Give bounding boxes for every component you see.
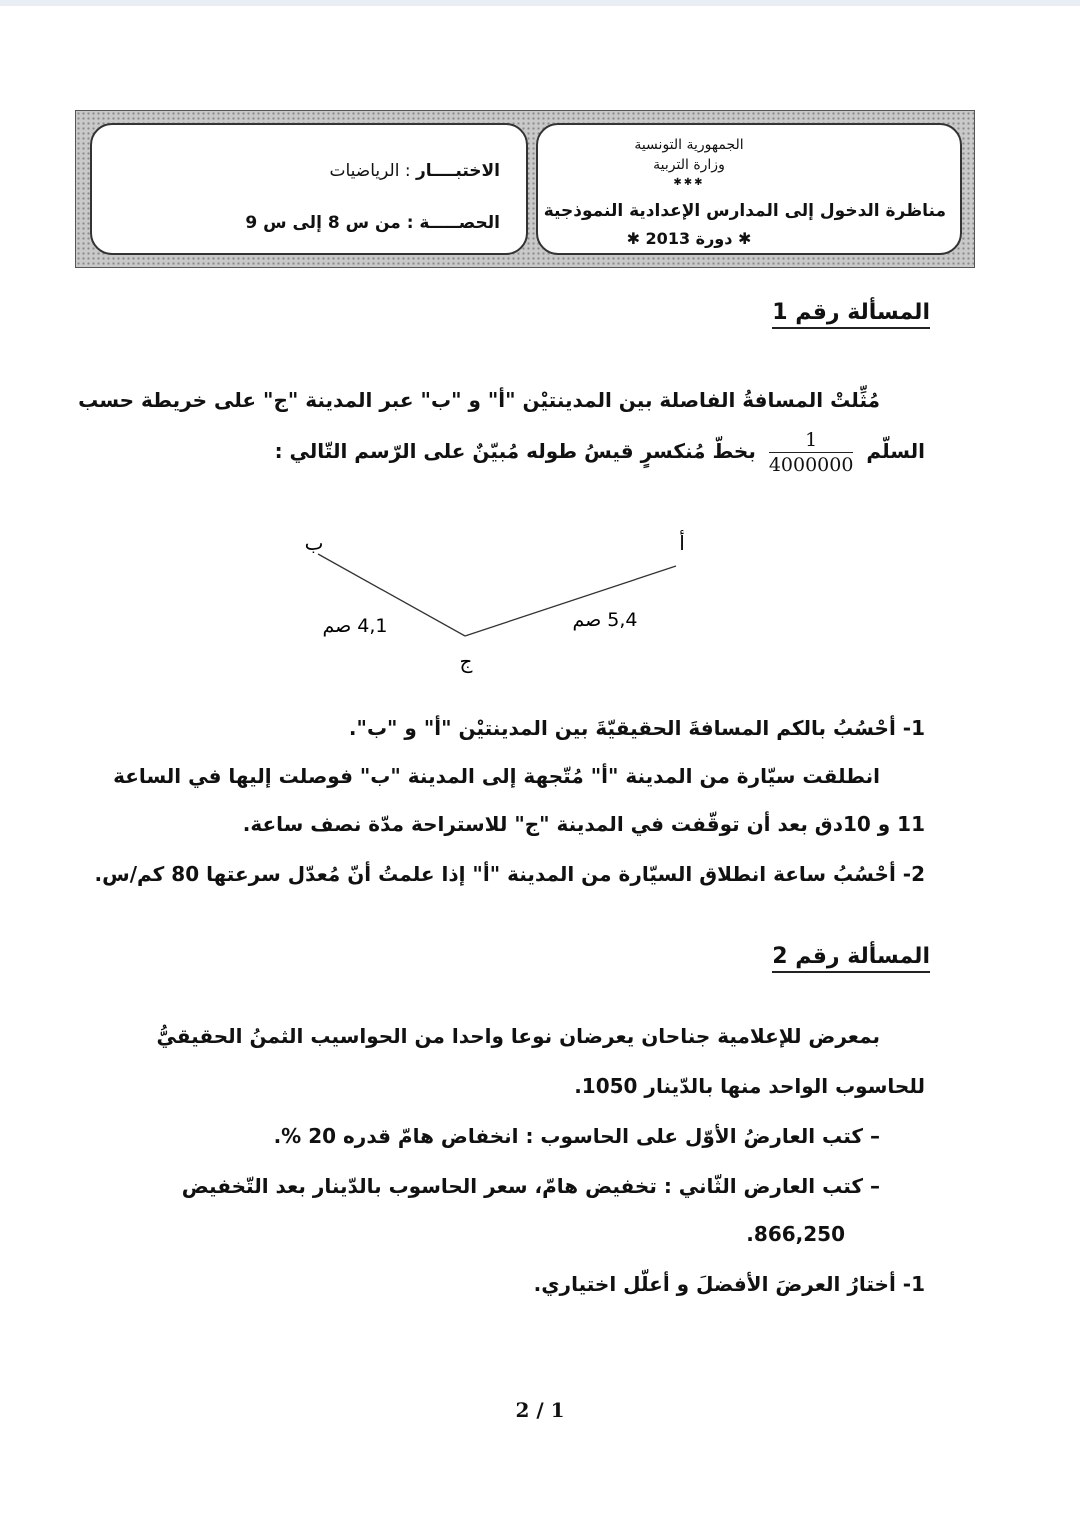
city-a-label: أ [679,531,685,555]
problem1-intro-line2 [275,428,925,477]
header-institution-panel [536,123,962,255]
problem1-question1: 1- أحْسُبُ بالكم المسافةَ الحقيقيّةَ بين المدينتيْن "أ" و "ب". [348,716,925,740]
segment-ca [465,566,676,636]
segment-bc-length: 4,1 صم [322,615,388,637]
problem1-text-line1: انطلقت سيّارة من المدينة "أ" مُتّجهة إلى المدينة "ب" فوصلت إليها في الساعة [113,764,880,788]
page-number: 2 / 1 [515,1398,565,1422]
problem1-text-line2: 11 و 10دق بعد أن توقّفت في المدينة "ج" للاستراحة مدّة نصف ساعة. [242,812,925,836]
problem2-title: المسألة رقم 2 [772,944,930,973]
city-c-label: ج [459,649,473,673]
broken-line-diagram [280,520,720,690]
segment-ac-length: 5,4 صم [572,609,638,631]
duration-value: : من س 8 إلى س 9 [245,213,414,233]
problem1-question2: 2- أحْسُبُ ساعة انطلاق السيّارة من المدينة "أ" إذا علمتُ أنّ مُعدّل سرعتها 80 كم/س. [94,862,925,886]
problem2-offer1: – كتب العارضُ الأوّل على الحاسوب : انخفاض هامّ قدره 20 %. [273,1124,880,1148]
ministry-label: وزارة التربية [653,157,725,173]
exam-subject [329,161,500,181]
header-exam-panel [90,123,528,255]
header-frame [75,110,975,268]
exam-label: الاختبــــار [415,161,500,181]
scale-fraction [769,428,854,477]
contest-title: مناظرة الدخول إلى المدارس الإعدادية النموذجية [543,201,946,221]
duration-label: الحصـــــة [419,213,500,233]
session-label: ✱ دورة 2013 ✱ [626,229,752,248]
problem2-question1: 1- أختارُ العرضَ الأفضلَ و أعلّل اختياري. [533,1272,925,1296]
exam-value: : الرياضيات [329,161,411,181]
top-edge [0,0,1080,6]
scale-numerator: 1 [769,428,854,453]
scale-denominator: 4000000 [768,454,854,476]
stars-ornament: ✱✱✱ [673,177,705,188]
problem2-intro-line1: بمعرض للإعلامية جناحان يعرضان نوعا واحدا من الحواسيب الثمنُ الحقيقيُّ [156,1024,880,1048]
republic-label: الجمهورية التونسية [634,137,744,153]
scale-description: بخطّ مُنكسرٍ قيسُ طوله مُبيّنٌ على الرّسم التّالي : [274,439,756,463]
problem1-intro-line1: مُثِّلتْ المسافةُ الفاصلة بين المدينتيْن "أ" و "ب" عبر المدينة "ج" على خريطة حسب [78,388,880,412]
problem1-title: المسألة رقم 1 [772,300,930,329]
problem2-offer2-line2: 866,250. [746,1222,845,1246]
exam-duration [245,213,500,233]
city-b-label: ب [304,531,324,555]
scale-label: السلّم [866,439,925,463]
problem2-offer2-line1: – كتب العارض الثّاني : تخفيض هامّ، سعر الحاسوب بالدّينار بعد التّخفيض [181,1174,880,1198]
problem2-intro-line2: للحاسوب الواحد منها بالدّينار 1050. [574,1074,925,1098]
